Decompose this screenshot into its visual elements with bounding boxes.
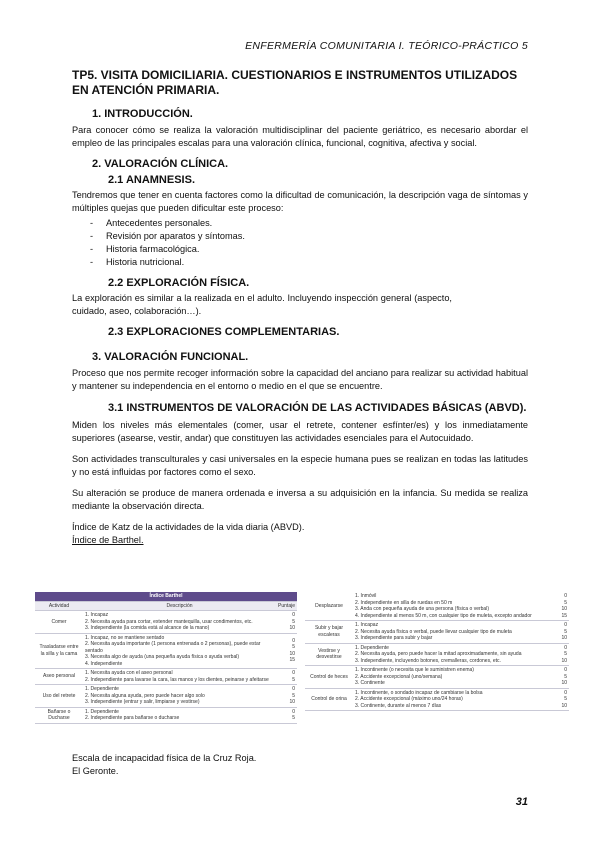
description-line: 3. Continente, durante al menos 7 días bbox=[355, 702, 442, 709]
points-value: 0 bbox=[292, 612, 295, 618]
barthel-table-right bbox=[305, 592, 569, 711]
description-line: 1. Dependiente bbox=[355, 644, 389, 651]
activity-description bbox=[353, 592, 549, 621]
activity-description bbox=[353, 621, 549, 644]
column-header: Actividad bbox=[35, 601, 83, 611]
katz-index-line: Índice de Katz de la actividades de la vida diaria (ABVD). bbox=[72, 522, 305, 532]
description-line: 2. Necesita ayuda importante (1 persona entrenada o 2 personas), puede estar sentado bbox=[85, 641, 261, 654]
table-row bbox=[305, 592, 569, 621]
points-value: 5 bbox=[564, 599, 567, 606]
description-line: 2. Necesita ayuda, pero puede hacer la mitad aproximadamente, sin ayuda bbox=[355, 651, 522, 657]
subsection-2-2-heading: 2.2 EXPLORACIÓN FÍSICA. bbox=[108, 277, 250, 289]
section-3-text: Proceso que nos permite recoger información sobre la capacidad del anciano para realizar su actividad habitual y mantener su independencia en el entorno o medio en el que se encuentre. bbox=[72, 368, 528, 391]
activity-description bbox=[353, 666, 549, 689]
points-value: 0 bbox=[292, 708, 295, 715]
points-value: 5 bbox=[292, 618, 295, 625]
section-3-heading: 3. VALORACIÓN FUNCIONAL. bbox=[92, 351, 249, 363]
points-value: 10 bbox=[289, 650, 295, 657]
activity-label: Comer bbox=[35, 611, 83, 634]
points-value: 0 bbox=[292, 686, 295, 692]
description-line: 4. Independiente al menos 50 m, con cualquier tipo de muleta, excepto andador bbox=[355, 612, 532, 619]
barthel-index-link: Índice de Barthel. bbox=[72, 535, 144, 545]
points-value: 5 bbox=[564, 651, 567, 657]
activity-label: Uso del retrete bbox=[35, 685, 83, 708]
geronte-line: El Geronte. bbox=[72, 766, 119, 776]
barthel-table-image bbox=[35, 592, 569, 734]
table-row bbox=[35, 611, 297, 634]
list-item: - Revisión por aparatos y síntomas. bbox=[72, 230, 528, 243]
after-table-lines bbox=[72, 752, 256, 778]
table-row bbox=[35, 707, 297, 723]
list-item: - Antecedentes personales. bbox=[72, 217, 528, 230]
description-line: 3. Independiente (entrar y salir, limpiarse y vestirse) bbox=[85, 699, 200, 705]
activity-points bbox=[549, 592, 569, 621]
table-row bbox=[305, 688, 569, 711]
activity-label: Bañarse o Ducharse bbox=[35, 707, 83, 723]
abvd-paragraph-2: Son actividades transculturales y casi universales en la especie humana pues se realizan en todas las latitudes y no está influidas por factores como el sexo. bbox=[72, 454, 528, 477]
list-item: - Historia nutricional. bbox=[72, 256, 528, 269]
page-title: TP5. VISITA DOMICILIARIA. CUESTIONARIOS E INSTRUMENTOS UTILIZADOS EN ATENCIÓN PRIMARIA. bbox=[72, 68, 518, 97]
table-row bbox=[305, 666, 569, 689]
activity-label: Desplazarse bbox=[305, 592, 353, 621]
activity-label: Control de orina bbox=[305, 688, 353, 711]
table-row bbox=[305, 643, 569, 666]
subsection-2-3-heading: 2.3 EXPLORACIONES COMPLEMENTARIAS. bbox=[108, 326, 340, 338]
description-line: 1. Necesita ayuda con el aseo personal bbox=[85, 670, 173, 676]
table-title-row bbox=[35, 592, 297, 601]
subsection-2-1-heading: 2.1 ANAMNESIS. bbox=[108, 174, 196, 186]
description-line: 2. Independiente para bañarse o ducharse bbox=[85, 715, 180, 721]
points-value: 10 bbox=[561, 606, 567, 612]
activity-points bbox=[549, 688, 569, 711]
description-line: 2. Independiente en silla de ruedas en 50 m bbox=[355, 599, 453, 606]
page-number: 31 bbox=[515, 796, 528, 808]
activity-points bbox=[549, 666, 569, 689]
table-row bbox=[305, 621, 569, 644]
section-1-heading: 1. INTRODUCCIÓN. bbox=[92, 108, 193, 120]
points-value: 0 bbox=[292, 670, 295, 676]
section-2-heading: 2. VALORACIÓN CLÍNICA. bbox=[92, 158, 229, 170]
description-line: 3. Continente bbox=[355, 680, 385, 686]
points-value: 5 bbox=[292, 692, 295, 699]
points-value: 5 bbox=[292, 676, 295, 683]
column-header: Puntaje bbox=[278, 602, 295, 609]
activity-description bbox=[83, 685, 276, 708]
description-line: 1. Incapaz bbox=[85, 612, 109, 618]
activity-description bbox=[83, 669, 276, 685]
activity-description bbox=[83, 633, 276, 669]
table-row bbox=[35, 633, 297, 669]
description-line: 1. Dependiente bbox=[85, 708, 119, 715]
anamnesis-list bbox=[72, 217, 528, 269]
activity-description bbox=[353, 688, 549, 711]
points-value: 10 bbox=[289, 625, 295, 631]
activity-points bbox=[276, 669, 297, 685]
subsection-2-1-text: Tendremos que tener en cuenta factores como la dificultad de comunicación, la descripción vaga de síntomas y múltiples quejas que pueden dificultar este proceso: bbox=[72, 190, 528, 213]
description-line: 1. Incapaz, no se mantiene sentado bbox=[85, 634, 165, 641]
activity-points bbox=[549, 621, 569, 644]
description-line: 2. Necesita alguna ayuda, pero puede hacer algo solo bbox=[85, 692, 205, 699]
column-header: Descripción bbox=[83, 601, 276, 611]
abvd-paragraph-1: Miden los niveles más elementales (comer, usar el retrete, contener esfínter/es) y los inmediatamente superiores (asearse, vestir, andar) que constituyen las actividades esenciales para el Autocuidado. bbox=[72, 420, 528, 443]
description-line: 2. Accidente excepcional (uno/semana) bbox=[355, 673, 443, 680]
subsection-3-1-heading: 3.1 INSTRUMENTOS DE VALORACIÓN DE LAS ACTIVIDADES BÁSICAS (ABVD). bbox=[108, 402, 527, 414]
points-value: 15 bbox=[561, 612, 567, 619]
activity-label: Aseo personal bbox=[35, 669, 83, 685]
list-item: - Historia farmacológica. bbox=[72, 243, 528, 256]
description-line: 2. Necesita ayuda para cortar, extender mantequilla, usar condimentos, etc. bbox=[85, 618, 253, 625]
description-line: 2. Independiente para lavarse la cara, las manos y los dientes, peinarse y afeitarse bbox=[85, 676, 269, 683]
description-line: 2. Necesita ayuda física o verbal, puede llevar cualquier tipo de muleta bbox=[355, 628, 512, 635]
subsection-2-2-text: La exploración es similar a la realizada en el adulto. Incluyendo inspección general (aspecto, cuidado, aseo, colaboración…). bbox=[72, 293, 452, 316]
description-line: 1. Dependiente bbox=[85, 686, 119, 692]
points-value: 15 bbox=[289, 657, 295, 664]
activity-description bbox=[83, 707, 276, 723]
description-line: 3. Anda con pequeña ayuda de una persona (física o verbal) bbox=[355, 606, 489, 612]
activity-points bbox=[276, 633, 297, 669]
description-line: 1. Incapaz bbox=[355, 622, 379, 628]
activity-points bbox=[549, 643, 569, 666]
points-value: 5 bbox=[564, 696, 567, 702]
points-value: 0 bbox=[564, 644, 567, 651]
points-value: 10 bbox=[561, 702, 567, 709]
points-value: 0 bbox=[292, 637, 295, 644]
points-value: 10 bbox=[289, 699, 295, 705]
running-header: ENFERMERÍA COMUNITARIA I. TEÓRICO-PRÁCTICO 5 bbox=[245, 40, 528, 52]
activity-label: Subir y bajar escaleras bbox=[305, 621, 353, 644]
activity-points bbox=[276, 707, 297, 723]
points-value: 0 bbox=[564, 689, 567, 696]
points-value: 10 bbox=[561, 657, 567, 664]
activity-label: Control de heces bbox=[305, 666, 353, 689]
description-line: 3. Independiente para subir y bajar bbox=[355, 635, 433, 641]
abvd-paragraph-3: Su alteración se produce de manera ordenada e inversa a su adquisición en la infancia. Su medida se realiza mediante la observación directa. bbox=[72, 488, 528, 511]
description-line: 4. Independiente bbox=[85, 660, 123, 667]
description-line: 1. Incontinente, o sondado incapaz de cambiarse la bolsa bbox=[355, 689, 483, 696]
section-1-text: Para conocer cómo se realiza la valoración multidisciplinar del paciente geriátrico, es necesario abordar el empleo de las principales escalas para una valoración clínica, funcional, cognitiva, afectiva y social. bbox=[72, 125, 528, 148]
points-value: 5 bbox=[292, 715, 295, 721]
description-line: 3. Independiente, incluyendo botones, cremalleras, cordones, etc. bbox=[355, 657, 501, 664]
points-value: 0 bbox=[564, 593, 567, 599]
activity-label: Trasladarse entre la silla y la cama bbox=[35, 633, 83, 669]
points-value: 0 bbox=[564, 622, 567, 628]
points-value: 0 bbox=[564, 667, 567, 673]
description-line: 1. Incontinente (o necesita que le suministren enema) bbox=[355, 667, 474, 673]
barthel-table-left bbox=[35, 592, 297, 724]
description-line: 3. Independiente (la comida está al alcance de la mano) bbox=[85, 625, 210, 631]
description-line: 3. Necesita algo de ayuda (una pequeña ayuda física o ayuda verbal) bbox=[85, 654, 239, 660]
points-value: 10 bbox=[561, 635, 567, 641]
points-value: 5 bbox=[564, 673, 567, 680]
activity-label: Vestirse y desvestirse bbox=[305, 643, 353, 666]
activity-description bbox=[83, 611, 276, 634]
red-cross-scale-line: Escala de incapacidad física de la Cruz Roja. bbox=[72, 753, 257, 763]
main-content bbox=[72, 68, 528, 547]
activity-points bbox=[276, 611, 297, 634]
description-line: 2. Accidente excepcional (máximo uno/24 horas) bbox=[355, 696, 463, 702]
points-value: 5 bbox=[292, 644, 295, 651]
table-header-row bbox=[35, 601, 297, 611]
points-value: 10 bbox=[561, 680, 567, 686]
table-title: Índice Barthel bbox=[35, 592, 297, 601]
activity-points bbox=[276, 685, 297, 708]
table-row bbox=[35, 685, 297, 708]
table-row bbox=[35, 669, 297, 685]
activity-description bbox=[353, 643, 549, 666]
points-value: 5 bbox=[564, 628, 567, 635]
description-line: 1. Inmóvil bbox=[355, 593, 377, 599]
